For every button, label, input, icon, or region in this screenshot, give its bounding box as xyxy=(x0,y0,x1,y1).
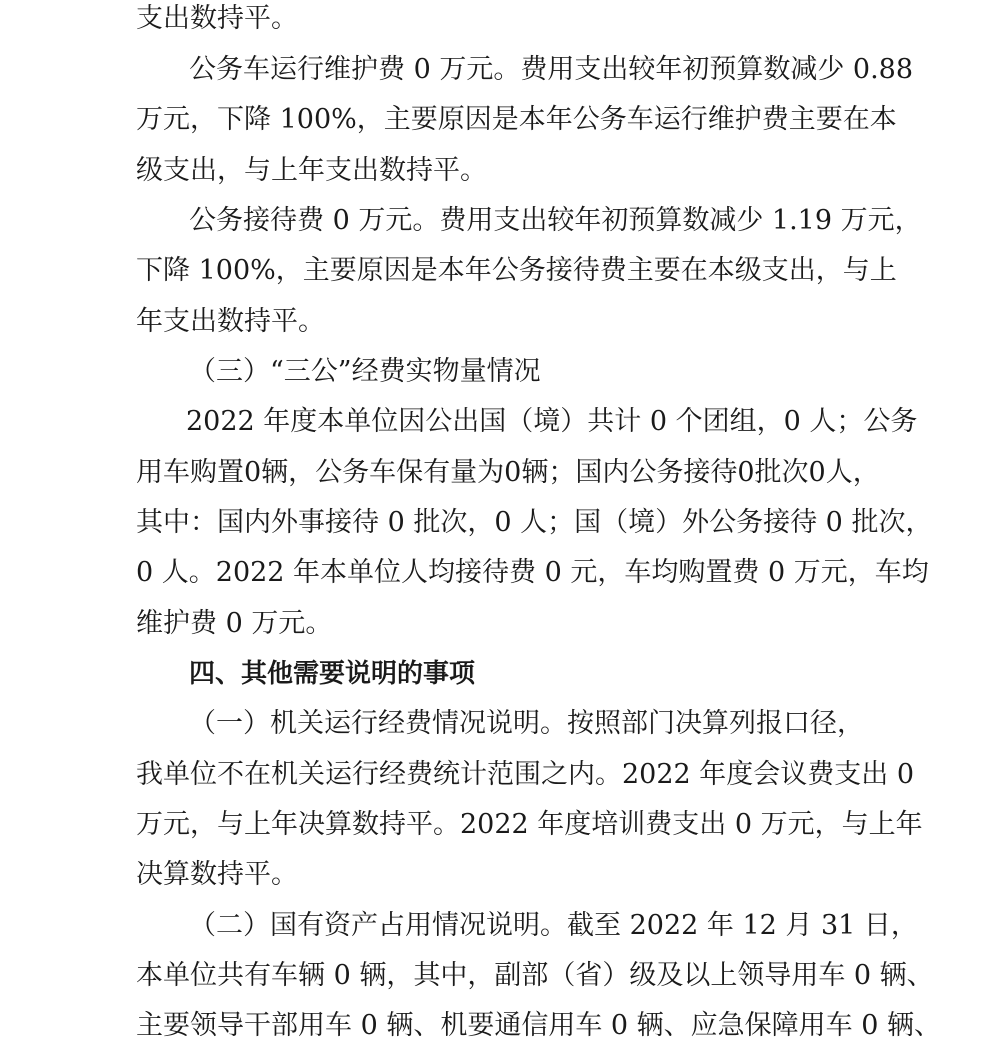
paragraph-reception-line-2: 下降 100%，主要原因是本年公务接待费主要在本级支出，与上 xyxy=(136,255,897,286)
paragraph-vehicle-maintenance-line-2: 万元，下降 100%，主要原因是本年公务车运行维护费主要在本 xyxy=(136,104,897,135)
paragraph-state-assets-line-1: （二）国有资产占用情况说明。截至 2022 年 12 月 31 日， xyxy=(189,910,918,941)
paragraph-reception-line-3: 年支出数持平。 xyxy=(136,306,325,337)
paragraph-physical-quantity-line-4: 0 人。2022 年本单位人均接待费 0 元，车均购置费 0 万元，车均 xyxy=(136,557,929,588)
text-line-1: 支出数持平。 xyxy=(136,3,298,34)
paragraph-state-assets-line-2: 本单位共有车辆 0 辆，其中，副部（省）级及以上领导用车 0 辆、 xyxy=(136,960,934,991)
paragraph-operating-costs-line-1: （一）机关运行经费情况说明。按照部门决算列报口径， xyxy=(189,708,864,739)
paragraph-operating-costs-line-3: 万元，与上年决算数持平。2022 年度培训费支出 0 万元，与上年 xyxy=(136,809,923,840)
paragraph-operating-costs-line-4: 决算数持平。 xyxy=(136,859,298,890)
paragraph-physical-quantity-line-2: 用车购置0辆，公务车保有量为0辆；国内公务接待0批次0人， xyxy=(136,457,880,488)
paragraph-reception-line-1: 公务接待费 0 万元。费用支出较年初预算数减少 1.19 万元， xyxy=(189,205,922,236)
paragraph-operating-costs-line-2: 我单位不在机关运行经费统计范围之内。2022 年度会议费支出 0 xyxy=(136,759,915,790)
section-heading-three-public: （三）“三公”经费实物量情况 xyxy=(189,356,541,387)
paragraph-vehicle-maintenance-line-1: 公务车运行维护费 0 万元。费用支出较年初预算数减少 0.88 xyxy=(189,54,914,85)
paragraph-physical-quantity-line-3: 其中：国内外事接待 0 批次，0 人；国（境）外公务接待 0 批次， xyxy=(136,507,933,538)
paragraph-state-assets-line-3: 主要领导干部用车 0 辆、机要通信用车 0 辆、应急保障用车 0 辆、 xyxy=(136,1010,942,1041)
paragraph-physical-quantity-line-5: 维护费 0 万元。 xyxy=(136,608,333,639)
paragraph-physical-quantity-line-1: 2022 年度本单位因公出国（境）共计 0 个团组，0 人；公务 xyxy=(186,406,918,437)
section-heading-other-matters: 四、其他需要说明的事项 xyxy=(189,659,476,689)
paragraph-vehicle-maintenance-line-3: 级支出，与上年支出数持平。 xyxy=(136,155,487,186)
